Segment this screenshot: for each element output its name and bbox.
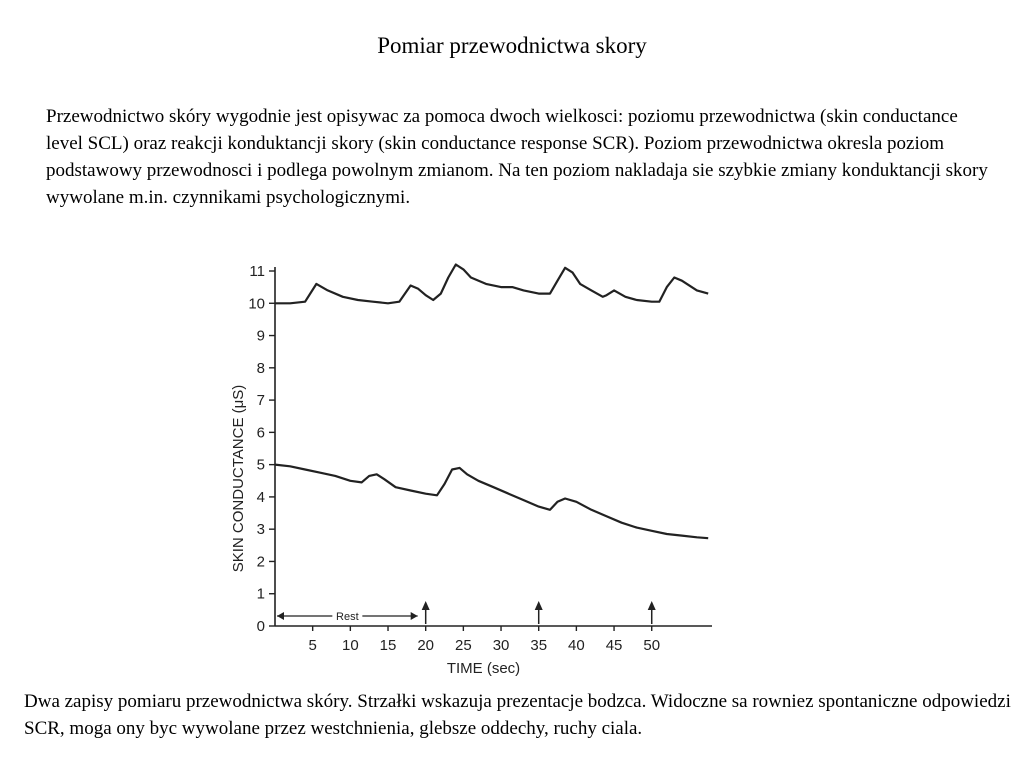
series-line-1 [275,265,708,304]
y-tick-label: 5 [256,456,265,474]
y-tick-label: 0 [256,618,265,635]
rest-bracket-arrowhead-right [411,612,418,620]
y-tick-label: 8 [256,359,265,377]
y-tick-label: 9 [256,327,265,345]
intro-paragraph: Przewodnictwo skóry wygodnie jest opisywac za pomoca dwoch wielkosci: poziomu przewodnictwa (skin conductance level SCL) oraz reakcji konduktancji skory (skin conductance response SCR). Poziom przewodnictwa okresla poziom podstawowy przewodnosci i podlega powolnym zmianom. Na ten poziom nakladaja sie szybkie zmiany konduktancji skory wywolane m.in. czynnikami psychologicznymi. [46,106,988,208]
chart-svg [215,255,720,685]
stimulus-arrow-head [648,601,656,610]
x-tick-label: 25 [455,637,472,654]
x-tick-label: 50 [643,637,661,654]
x-tick-label: 30 [492,637,510,654]
x-tick-label: 20 [417,637,435,654]
series-line-2 [275,465,708,539]
rest-bracket-arrowhead-left [277,612,284,620]
skin-conductance-chart [215,255,720,685]
x-tick-label: 45 [605,637,623,654]
y-axis-label: SKIN CONDUCTANCE (μS) [230,384,247,573]
rest-label: Rest [336,611,359,623]
y-tick-label: 11 [249,263,265,280]
y-tick-label: 6 [256,424,265,442]
x-tick-label: 10 [342,637,359,654]
y-tick-label: 7 [256,392,265,410]
y-tick-label: 2 [256,553,265,571]
x-tick-label: 35 [530,637,548,654]
x-axis-label: TIME (sec) [446,660,521,677]
y-tick-label: 3 [256,521,265,539]
x-tick-label: 5 [308,637,317,654]
x-tick-label: 15 [379,637,397,654]
y-tick-label: 10 [248,295,265,313]
slide-title: Pomiar przewodnictwa skory [377,33,647,58]
stimulus-arrow-head [535,601,543,610]
figure-caption: Dwa zapisy pomiaru przewodnictwa skóry. Strzałki wskazuja prezentacje bodzca. Widoczne sa rowniez spontaniczne odpowiedzi SCR, moga ony byc wywolane przez westchnienia, glebsze oddechy, ruchy ciala. [24,691,1011,739]
y-tick-label: 4 [256,488,265,506]
y-tick-label: 1 [256,585,265,603]
x-tick-label: 40 [568,637,585,654]
stimulus-arrow-head [422,601,430,610]
